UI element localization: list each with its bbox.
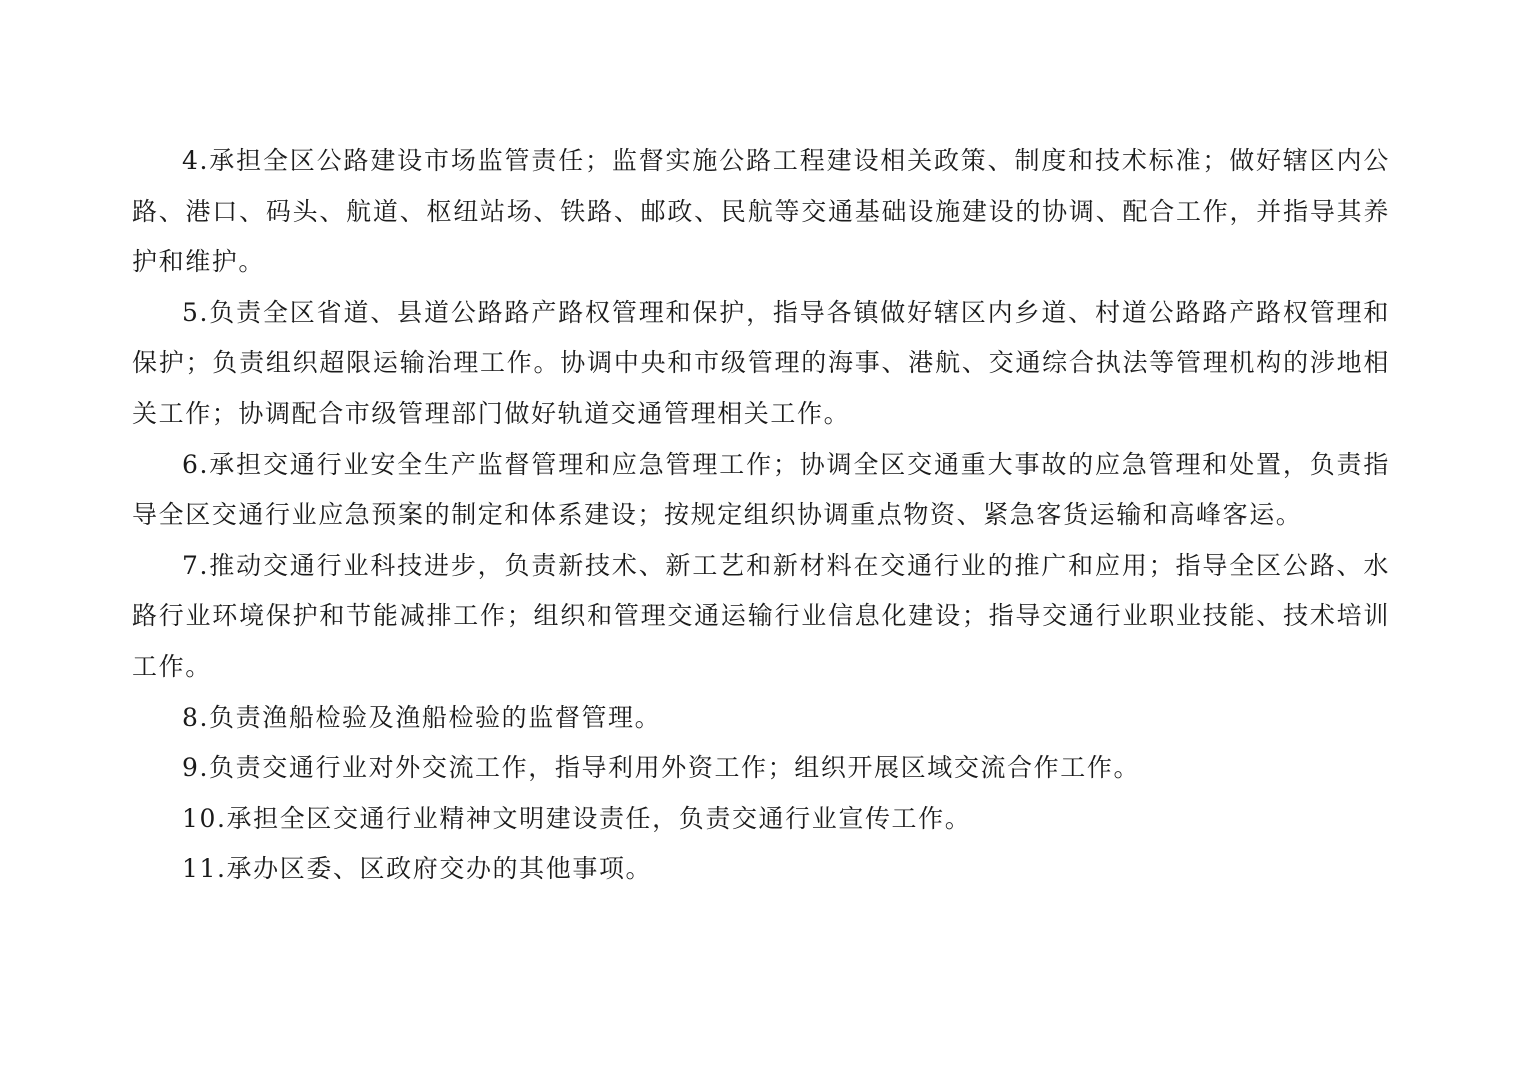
duty-paragraph-6: 6.承担交通行业安全生产监督管理和应急管理工作；协调全区交通重大事故的应急管理和处置，负责指导全区交通行业应急预案的制定和体系建设；按规定组织协调重点物资、紧急客货运输和高峰客运。: [132, 449, 1390, 530]
duty-paragraph-10: 10.承担全区交通行业精神文明建设责任，负责交通行业宣传工作。: [182, 803, 972, 833]
duty-paragraph-8: 8.负责渔船检验及渔船检验的监督管理。: [182, 702, 662, 732]
document-page: [132, 136, 1390, 895]
duty-paragraph-4: 4.承担全区公路建设市场监管责任；监督实施公路工程建设相关政策、制度和技术标准；做好辖区内公路、港口、码头、航道、枢纽站场、铁路、邮政、民航等交通基础设施建设的协调、配合工作，并指导其养护和维护。: [132, 146, 1390, 277]
duty-paragraph-5: 5.负责全区省道、县道公路路产路权管理和保护，指导各镇做好辖区内乡道、村道公路路产路权管理和保护；负责组织超限运输治理工作。协调中央和市级管理的海事、港航、交通综合执法等管理机构的涉地相关工作；协调配合市级管理部门做好轨道交通管理相关工作。: [132, 297, 1390, 428]
duty-paragraph-9: 9.负责交通行业对外交流工作，指导利用外资工作；组织开展区域交流合作工作。: [182, 753, 1141, 783]
duty-paragraph-7: 7.推动交通行业科技进步，负责新技术、新工艺和新材料在交通行业的推广和应用；指导全区公路、水路行业环境保护和节能减排工作；组织和管理交通运输行业信息化建设；指导交通行业职业技能、技术培训工作。: [132, 550, 1390, 681]
duty-paragraph-11: 11.承办区委、区政府交办的其他事项。: [182, 854, 653, 884]
